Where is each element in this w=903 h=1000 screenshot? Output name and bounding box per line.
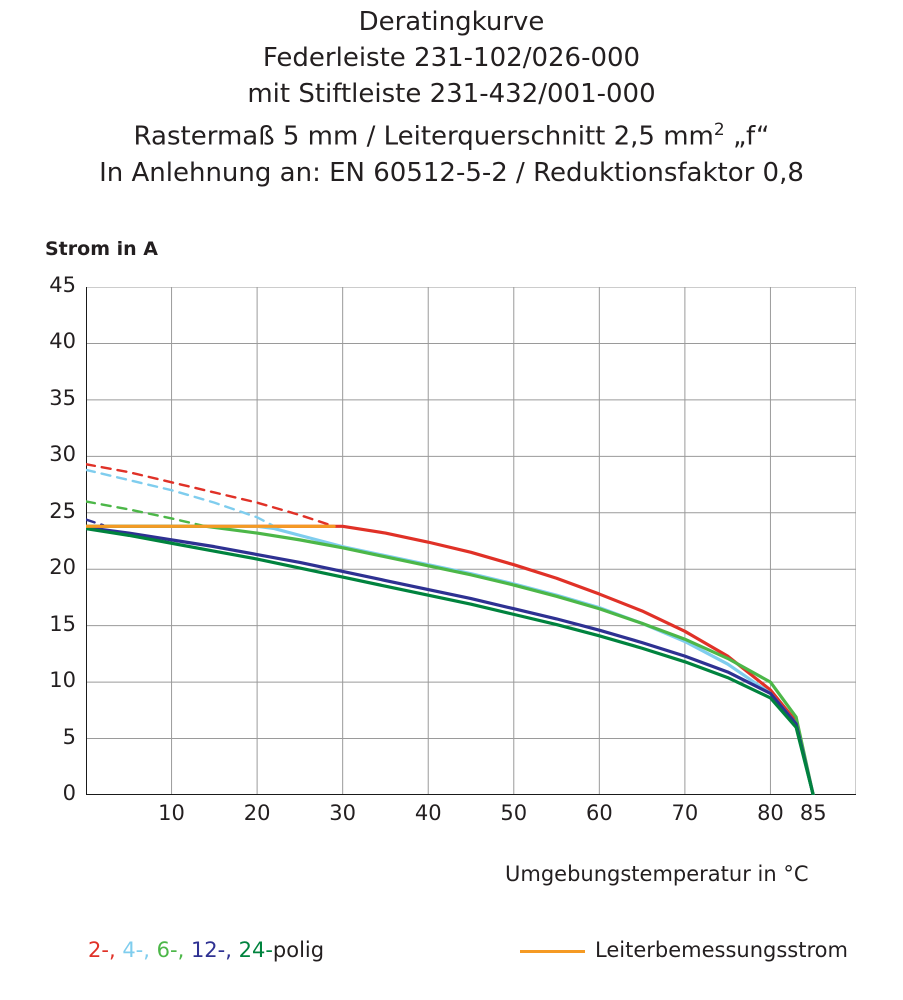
title-line-3: mit Stiftleiste 231-432/001-000	[247, 79, 656, 109]
series-4-polig-extrapoliert-	[86, 470, 274, 526]
chart-title-block	[0, 4, 903, 191]
legend-pole-4: 4-	[122, 938, 144, 962]
y-tick-label: 45	[49, 273, 76, 297]
legend-pole-6: 6-	[156, 938, 178, 962]
title-line-4	[0, 112, 903, 155]
legend-pole-12: 12-	[190, 938, 226, 962]
x-tick-label: 50	[500, 801, 528, 825]
y-tick-label: 15	[49, 611, 76, 636]
x-tick-label: 85	[799, 801, 827, 825]
series-2-polig	[86, 526, 813, 795]
series-2-polig-extrapoliert-	[86, 464, 334, 526]
series-12-polig	[86, 527, 813, 795]
legend-separator: ,	[108, 938, 123, 962]
legend-separator: ,	[177, 938, 191, 962]
y-axis-label: Strom in A	[45, 238, 158, 260]
legend-pole-24: 24-	[238, 938, 273, 962]
title-line-2: Federleiste 231-102/026-000	[262, 43, 641, 73]
deratingkurve-chart	[86, 287, 856, 795]
chart-legend	[0, 930, 903, 980]
title-line-5: In Anlehnung an: EN 60512-5-2 / Reduktionsfaktor 0,8	[99, 157, 804, 188]
legend-current-swatch	[520, 950, 585, 953]
x-tick-label: 60	[585, 801, 613, 825]
legend-pole-2: 2-	[88, 938, 109, 962]
title-line-4-tail: „f“	[724, 121, 770, 152]
title-line-4-superscript: 2	[713, 120, 725, 140]
legend-poles	[88, 938, 324, 962]
y-tick-label: 5	[62, 724, 76, 749]
x-tick-label: 20	[243, 801, 271, 825]
chart-plot-area	[86, 287, 856, 795]
y-tick-label: 10	[49, 668, 76, 693]
x-axis-label: Umgebungstemperatur in °C	[505, 862, 809, 886]
series-6-polig-extrapoliert-	[86, 501, 206, 526]
y-tick-label: 0	[62, 781, 76, 805]
title-line-1: Deratingkurve	[358, 7, 545, 37]
y-tick-label: 20	[49, 555, 76, 580]
x-tick-label: 10	[158, 801, 185, 825]
legend-separator: ,	[225, 938, 239, 962]
y-tick-label: 35	[49, 385, 76, 410]
x-tick-label: 40	[414, 801, 442, 825]
x-tick-label: 80	[757, 801, 784, 825]
x-tick-label: 30	[329, 801, 357, 825]
title-line-4-main: Rastermaß 5 mm / Leiterquerschnitt 2,5 mm	[133, 121, 714, 152]
series-12-polig-extrapoliert-	[86, 520, 103, 526]
y-tick-label: 25	[49, 498, 76, 523]
y-tick-label: 30	[49, 442, 76, 467]
series-6-polig	[86, 526, 813, 795]
legend-poles-suffix: polig	[272, 938, 325, 962]
x-tick-label: 70	[671, 801, 699, 825]
y-tick-label: 40	[49, 329, 76, 354]
legend-separator: ,	[143, 938, 157, 962]
legend-current-label: Leiterbemessungsstrom	[595, 938, 848, 962]
series-4-polig	[86, 526, 813, 795]
